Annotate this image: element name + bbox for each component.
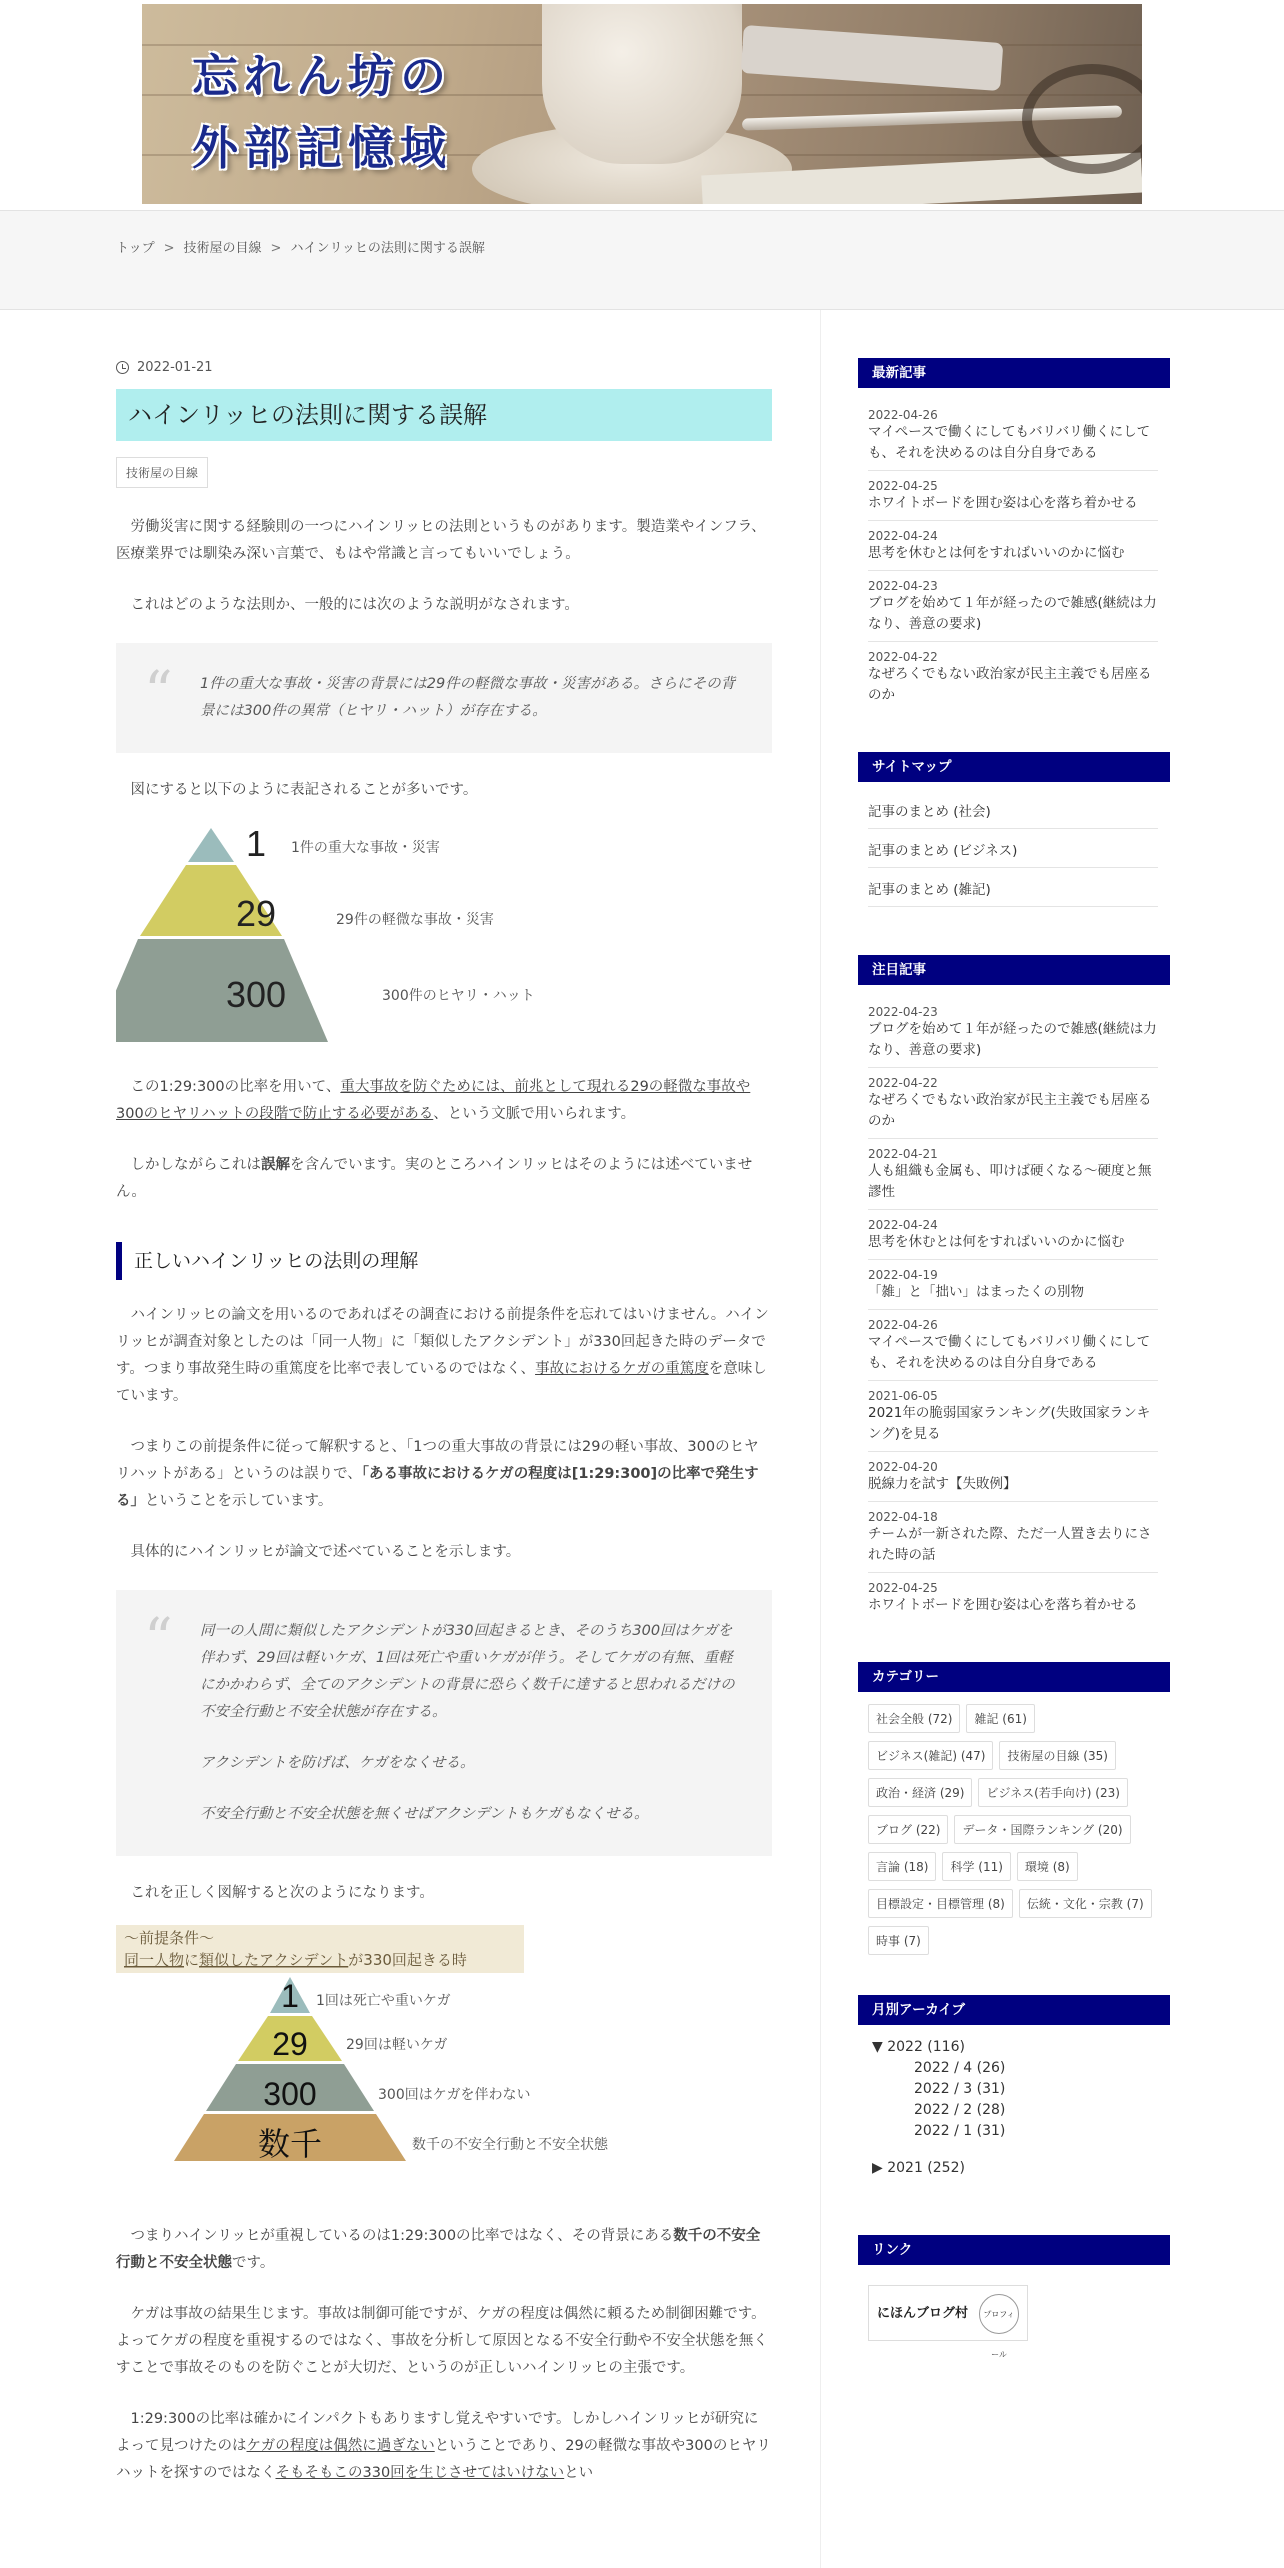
category-chip-list	[858, 1692, 1170, 1955]
category-chip[interactable]: 目標設定・目標管理 (8)	[868, 1889, 1013, 1918]
pyramid-chart-1	[116, 820, 586, 1060]
sitemap-list	[858, 782, 1170, 907]
pyramid2-label-1: 1回は死亡や重いケガ	[316, 1993, 451, 2009]
post-date: 2022-04-26	[868, 408, 938, 422]
category-chip[interactable]: 伝統・文化・宗教 (7)	[1019, 1889, 1152, 1918]
pyramid2-value-1: 1	[281, 1978, 299, 2014]
paragraph	[116, 1074, 772, 1128]
inline-link[interactable]: 事故におけるケガの重篤度	[535, 1361, 709, 1377]
featured-post-item[interactable]	[868, 1139, 1158, 1210]
banner-phone-image	[741, 25, 1004, 91]
archive-tree	[858, 2025, 1170, 2191]
text-span: を含んでいます。実のところハインリッヒはそのようには述べていません。	[116, 1157, 753, 1200]
post-title[interactable]: 脱線力を試す【失敗例】	[868, 1476, 1017, 1492]
breadcrumb-top[interactable]: トップ	[116, 241, 155, 256]
text-span: ということであり、29の軽微な事故や300のヒヤリハットを探すのではなく	[116, 2438, 771, 2481]
category-chip[interactable]: 雑記 (61)	[966, 1704, 1034, 1733]
archive-month[interactable]: 2022 / 4 (26)	[914, 2060, 1006, 2076]
category-chip[interactable]: 言論 (18)	[868, 1852, 936, 1881]
pyramid1-label-1: 1件の重大な事故・災害	[291, 840, 440, 856]
post-title[interactable]: 2021年の脆弱国家ランキング(失敗国家ランキング)を見る	[868, 1405, 1151, 1442]
breadcrumb-sep: >	[163, 241, 175, 256]
pyramid2-label-29: 29回は軽いケガ	[346, 2037, 448, 2053]
inline-link[interactable]: 重大事故を防ぐためには、前兆として現れる29の軽微な事故や300のヒヤリハットの段階で防止する必要がある	[116, 1079, 751, 1122]
pyramid2-value-29: 29	[272, 2026, 308, 2062]
breadcrumb	[116, 237, 485, 256]
sitemap-item[interactable]: 記事のまとめ (雑記)	[868, 868, 1158, 907]
premise-title: 〜前提条件〜	[124, 1929, 215, 1947]
pyramid1-level-300	[116, 939, 328, 1042]
header-banner[interactable]	[142, 4, 1142, 204]
paragraph: これを正しく図解すると次のようになります。	[130, 1885, 434, 1901]
category-chip[interactable]: 技術屋の目線 (35)	[999, 1741, 1115, 1770]
text-span: 1:29:300の比率は確かにインパクトもありますし覚えやすいです。しかしハインリッヒが研究によって見つけたのは	[116, 2411, 759, 2454]
post-title[interactable]: 人も組織も金属も、叩けば硬くなる～硬度と無謬性	[868, 1163, 1152, 1200]
site-logo-line1: 忘れん坊の	[192, 49, 452, 103]
text-span: 、という文脈で用いられます。	[433, 1106, 636, 1122]
quote-text: 不安全行動と不安全状態を無くせばアクシデントもケガもなくせる。	[200, 1806, 649, 1822]
breadcrumb-current: ハインリッヒの法則に関する誤解	[290, 241, 485, 256]
paragraph	[116, 2406, 772, 2487]
breadcrumb-sep: >	[270, 241, 282, 256]
post-date: 2021-06-05	[868, 1389, 938, 1403]
pyramid1-label-29: 29件の軽微な事故・災害	[336, 912, 494, 928]
featured-post-item[interactable]	[868, 1068, 1158, 1139]
post-title[interactable]: マイペースで働くにしてもバリバリ働くにしても、それを決めるのは自分自身である	[868, 1334, 1151, 1371]
premise-d: が330回起きる時	[348, 1951, 467, 1969]
post-date	[116, 360, 772, 375]
archive-month[interactable]: 2022 / 3 (31)	[914, 2081, 1006, 2097]
post-date: 2022-04-20	[868, 1460, 938, 1474]
featured-post-item[interactable]	[868, 1502, 1158, 1573]
premise-c: 類似したアクシデント	[199, 1951, 349, 1969]
post-date: 2022-04-24	[868, 1218, 938, 1232]
featured-post-item[interactable]	[868, 1210, 1158, 1260]
premise-b: に	[184, 1951, 200, 1969]
breadcrumb-category[interactable]: 技術屋の目線	[183, 241, 262, 256]
paragraph: ケガは事故の結果生じます。事故は制御可能ですが、ケガの程度は偶然に頼るため制御困難です。よってケガの程度を重視するのではなく、事故を分析して原因となる不安全行動や不安全状態を無くすことで事故そのものを防ぐことが大切だ、というのが正しいハインリッヒの主張です。	[116, 2306, 768, 2376]
category-chip[interactable]: ビジネス(若手向け) (23)	[978, 1778, 1127, 1807]
inline-link[interactable]: そもそもこの330回を生じさせてはいけない	[275, 2465, 565, 2481]
paragraph	[116, 1434, 772, 1515]
post-title[interactable]: なぜろくでもない政治家が民主主義でも居座るのか	[868, 666, 1152, 703]
featured-post-item[interactable]	[868, 1260, 1158, 1310]
pyramid1-label-300: 300件のヒヤリ・ハット	[382, 988, 535, 1004]
inline-link[interactable]: ケガの程度は偶然に過ぎない	[246, 2438, 435, 2454]
post-title[interactable]: 思考を休むとは何をすればいいのかに悩む	[868, 1234, 1125, 1250]
sitemap-item[interactable]: 記事のまとめ (ビジネス)	[868, 829, 1158, 868]
category-chip[interactable]: 政治・経済 (29)	[868, 1778, 972, 1807]
paragraph	[116, 2223, 772, 2277]
pyramid1-value-1: 1	[245, 823, 267, 864]
paragraph: 図にすると以下のように表記されることが多いです。	[130, 782, 478, 798]
text-span: ということを示しています。	[145, 1493, 333, 1509]
post-date: 2022-04-25	[868, 479, 938, 493]
quote-mark-icon: “	[144, 1607, 173, 1672]
article	[116, 360, 772, 2487]
category-chip[interactable]: 科学 (11)	[942, 1852, 1010, 1881]
site-logo[interactable]	[192, 40, 452, 184]
post-date: 2022-04-23	[868, 579, 938, 593]
post-title[interactable]: 「雑」と「拙い」はまったくの別物	[868, 1284, 1084, 1300]
quote-text: 1件の重大な事故・災害の背景には29件の軽微な事故・災害がある。さらにその背景には300件の異常（ヒヤリ・ハット）が存在する。	[200, 676, 736, 719]
quote-mark-icon: “	[144, 660, 173, 725]
post-title[interactable]: チームが一新された際、ただ一人置き去りにされた時の話	[868, 1526, 1152, 1563]
post-title[interactable]: ブログを始めて１年が経ったので雑感(継続は力なり、善意の要求)	[868, 1021, 1157, 1058]
post-date: 2022-04-26	[868, 1318, 938, 1332]
blogmura-badge[interactable]	[868, 2285, 1028, 2359]
paragraph: 労働災害に関する経験則の一つにハインリッヒの法則というものがあります。製造業やインフラ、医療業界では馴染み深い言葉で、もはや常識と言ってもいいでしょう。	[116, 519, 766, 562]
text-span: とい	[564, 2465, 594, 2481]
site-logo-line2: 外部記憶域	[192, 121, 452, 175]
post-title[interactable]: ホワイトボードを囲む姿は心を落ち着かせる	[868, 1597, 1138, 1613]
quote-text: アクシデントを防げば、ケガをなくせる。	[200, 1755, 475, 1771]
text-span: です。	[232, 2255, 275, 2271]
featured-post-item[interactable]	[868, 997, 1158, 1068]
premise-text	[124, 1951, 467, 1969]
archive-year-2021[interactable]: ▶ 2021 (252)	[872, 2160, 965, 2176]
blogmura-profile-circle: プロフィール	[979, 2294, 1019, 2334]
text-span: を意味しています。	[116, 1361, 767, 1404]
post-title[interactable]: マイペースで働くにしてもバリバリ働くにしても、それを決めるのは自分自身である	[868, 424, 1151, 461]
post-date-text: 2022-01-21	[137, 360, 213, 375]
pyramid-figure-2	[116, 1925, 772, 2205]
post-title[interactable]: ブログを始めて１年が経ったので雑感(継続は力なり、善意の要求)	[868, 595, 1157, 632]
pyramid1-level-1	[188, 828, 234, 862]
article-category-tag[interactable]: 技術屋の目線	[116, 457, 208, 488]
post-date: 2022-04-18	[868, 1510, 938, 1524]
paragraph	[116, 1152, 772, 1206]
recent-post-item[interactable]	[868, 642, 1158, 712]
sidebar-divider	[820, 310, 821, 2568]
pyramid2-value-thousands: 数千	[257, 2125, 323, 2163]
featured-post-item[interactable]	[868, 1452, 1158, 1502]
post-title[interactable]: なぜろくでもない政治家が民主主義でも居座るのか	[868, 1092, 1152, 1129]
recent-post-item[interactable]	[868, 471, 1158, 521]
sitemap-item[interactable]: 記事のまとめ (社会)	[868, 790, 1158, 829]
text-span: しかしながらこれは	[130, 1157, 261, 1173]
widget-title-link: リンク	[858, 2235, 1170, 2265]
premise-a: 同一人物	[124, 1951, 185, 1969]
text-span: つまりハインリッヒが重視しているのは1:29:300の比率ではなく、その背景にある	[130, 2228, 674, 2244]
widget-title-featured: 注目記事	[858, 955, 1170, 985]
post-date: 2022-04-23	[868, 1005, 938, 1019]
recent-posts-list	[858, 388, 1170, 712]
archive-year-2022[interactable]: ▼ 2022 (116)	[872, 2039, 965, 2055]
widget-title-recent: 最新記事	[858, 358, 1170, 388]
pyramid-figure-1	[116, 820, 772, 1060]
bold-text: 誤解	[261, 1157, 290, 1173]
blockquote	[116, 643, 772, 753]
paragraph	[116, 1302, 772, 1410]
bold-text: 「ある事故におけるケガの程度は[1:29:300]の比率で発生する」	[116, 1466, 759, 1509]
pyramid-chart-2	[116, 1925, 676, 2205]
post-title[interactable]: 思考を休むとは何をすればいいのかに悩む	[868, 545, 1125, 561]
pyramid1-value-300: 300	[225, 974, 287, 1015]
widget-title-category: カテゴリー	[858, 1662, 1170, 1692]
post-date: 2022-04-21	[868, 1147, 938, 1161]
pyramid2-value-300: 300	[263, 2076, 317, 2112]
quote-text: 同一の人間に類似したアクシデントが330回起きるとき、そのうち300回はケガを伴わず、29回は軽いケガ、1回は死亡や重いケガが伴う。そしてケガの有無、重軽にかかわらず、全てのアクシデントの背景に恐らく数千に達すると思われるだけの不安全行動と不安全状態が存在する。	[200, 1623, 735, 1720]
banner-coffee-cup-image	[542, 4, 742, 164]
category-chip[interactable]: ブログ (22)	[868, 1815, 948, 1844]
post-date: 2022-04-25	[868, 1581, 938, 1595]
blogmura-badge-text: にほんブログ村	[877, 2306, 969, 2321]
post-title[interactable]: ホワイトボードを囲む姿は心を落ち着かせる	[868, 495, 1138, 511]
archive-month[interactable]: 2022 / 2 (28)	[914, 2102, 1006, 2118]
pyramid2-label-thousands: 数千の不安全行動と不安全状態	[412, 2137, 608, 2153]
category-chip[interactable]: 時事 (7)	[868, 1926, 929, 1955]
sidebar	[858, 358, 1170, 2359]
post-date: 2022-04-22	[868, 1076, 938, 1090]
recent-post-item[interactable]	[868, 521, 1158, 571]
pyramid2-label-300: 300回はケガを伴わない	[378, 2087, 531, 2103]
post-date: 2022-04-24	[868, 529, 938, 543]
text-span: ハインリッヒの論文を用いるのであればその調査における前提条件を忘れてはいけません。ハインリッヒが調査対象としたのは「同一人物」に「類似したアクシデント」が330回起きた時のデータです。つまり事故発生時の重篤度を比率で表しているのではなく、	[116, 1307, 769, 1377]
paragraph: 具体的にハインリッヒが論文で述べていることを示します。	[130, 1544, 521, 1560]
section-heading: 正しいハインリッヒの法則の理解	[116, 1242, 772, 1280]
category-chip[interactable]: 社会全般 (72)	[868, 1704, 960, 1733]
breadcrumb-band	[0, 210, 1284, 310]
category-chip[interactable]: 環境 (8)	[1017, 1852, 1078, 1881]
featured-post-item[interactable]	[868, 1310, 1158, 1381]
blockquote	[116, 1590, 772, 1856]
category-chip[interactable]: データ・国際ランキング (20)	[954, 1815, 1130, 1844]
featured-posts-list	[858, 985, 1170, 1622]
text-span: この1:29:300の比率を用いて、	[130, 1079, 341, 1095]
bold-text: 数千の不安全行動と不安全状態	[116, 2228, 761, 2271]
post-date: 2022-04-22	[868, 650, 938, 664]
paragraph: これはどのような法則か、一般的には次のような説明がなされます。	[130, 597, 579, 613]
recent-post-item[interactable]	[868, 400, 1158, 471]
category-chip[interactable]: ビジネス(雑記) (47)	[868, 1741, 993, 1770]
text-span: つまりこの前提条件に従って解釈すると、「1つの重大事故の背景には29の軽い事故、300のヒヤリハットがある」というのは誤りで、	[116, 1439, 759, 1482]
article-title: ハインリッヒの法則に関する誤解	[116, 389, 772, 441]
widget-title-archive: 月別アーカイブ	[858, 1995, 1170, 2025]
clock-icon	[116, 361, 129, 374]
pyramid1-value-29: 29	[235, 893, 277, 934]
featured-post-item[interactable]	[868, 1381, 1158, 1452]
widget-title-sitemap: サイトマップ	[858, 752, 1170, 782]
post-date: 2022-04-19	[868, 1268, 938, 1282]
featured-post-item[interactable]	[868, 1573, 1158, 1622]
archive-month[interactable]: 2022 / 1 (31)	[914, 2123, 1006, 2139]
recent-post-item[interactable]	[868, 571, 1158, 642]
